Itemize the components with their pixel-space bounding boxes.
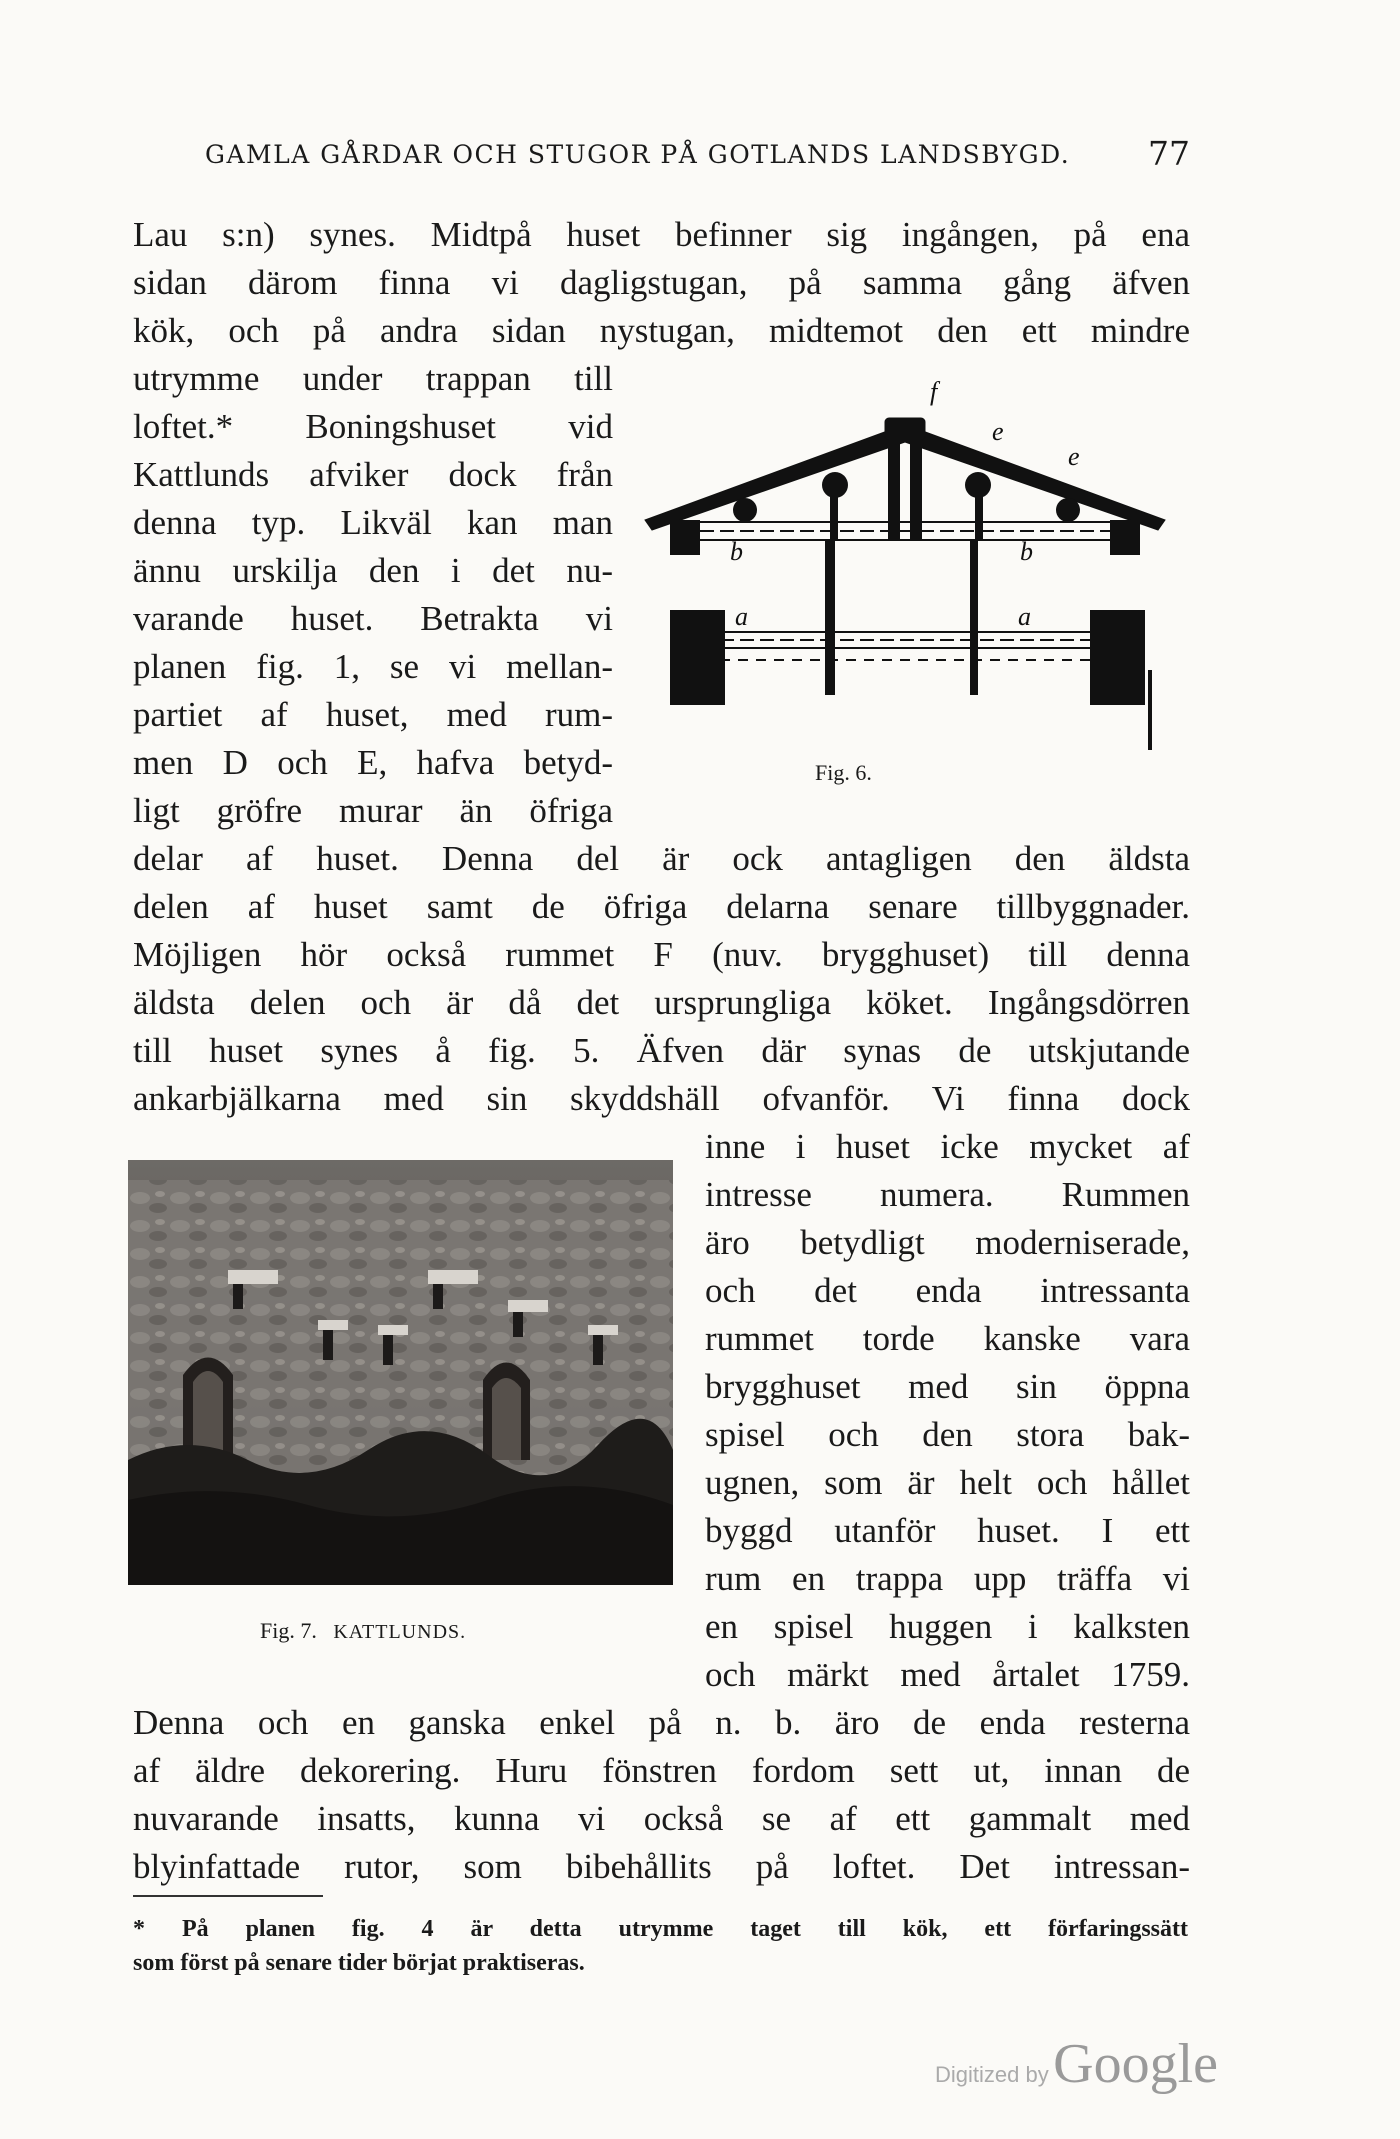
label-a: a <box>735 602 748 631</box>
text-line: delen af huset samt de öfriga delarna senare tillbyggnader. <box>133 887 1190 926</box>
text-line: intresse numera. Rummen <box>705 1175 1190 1214</box>
label-f: f <box>930 377 938 406</box>
footnote-divider <box>133 1895 323 1897</box>
text-line: sidan därom finna vi dagligstugan, på samma gång äfven <box>133 263 1190 302</box>
text-line: blyinfattade rutor, som bibehållits på loftet. Det intressan- <box>133 1847 1190 1886</box>
text-line: Denna och en ganska enkel på n. b. äro de enda resterna <box>133 1703 1190 1742</box>
text-line: rummet torde kanske vara <box>705 1319 1190 1358</box>
footnote-line: * På planen fig. 4 är detta utrymme taget till kök, ett förfaringssätt <box>133 1916 1188 1942</box>
text-line: delar af huset. Denna del är ock antagligen den äldsta <box>133 839 1190 878</box>
figure-6-drawing <box>640 370 1180 750</box>
text-line: och märkt med årtalet 1759. <box>705 1655 1190 1694</box>
text-line: partiet af huset, med rum- <box>133 695 613 734</box>
text-line: rum en trappa upp träffa vi <box>705 1559 1190 1598</box>
digitized-watermark <box>935 2032 1218 2096</box>
text-line: varande huset. Betrakta vi <box>133 599 613 638</box>
text-line: byggd utanför huset. I ett <box>705 1511 1190 1550</box>
text-line: till huset synes å fig. 5. Äfven där synas de utskjutande <box>133 1031 1190 1070</box>
text-line: ankarbjälkarna med sin skyddshäll ofvanför. Vi finna dock <box>133 1079 1190 1118</box>
text-line: ännu urskilja den i det nu- <box>133 551 613 590</box>
running-header <box>205 134 1190 173</box>
text-line: utrymme under trappan till <box>133 359 613 398</box>
watermark-prefix: Digitized by <box>935 2062 1049 2087</box>
text-line: Kattlunds afviker dock från <box>133 455 613 494</box>
text-line: loftet.* Boningshuset vid <box>133 407 613 446</box>
text-line: spisel och den stora bak- <box>705 1415 1190 1454</box>
text-line: äro betydligt moderniserade, <box>705 1223 1190 1262</box>
figure-7-caption <box>260 1618 466 1644</box>
text-line: äldsta delen och är då det ursprungliga köket. Ingångsdörren <box>133 983 1190 1022</box>
text-line: Lau s:n) synes. Midtpå huset befinner sig ingången, på ena <box>133 215 1190 254</box>
google-logo: Google <box>1053 2033 1219 2095</box>
page-number: 77 <box>1148 134 1190 173</box>
text-line: planen fig. 1, se vi mellan- <box>133 647 613 686</box>
text-line: af äldre dekorering. Huru fönstren fordom sett ut, innan de <box>133 1751 1190 1790</box>
text-line: ligt gröfre murar än öfriga <box>133 791 613 830</box>
text-line: en spisel huggen i kalksten <box>705 1607 1190 1646</box>
label-e: e <box>1068 442 1080 471</box>
figure-6-caption: Fig. 6. <box>815 760 872 785</box>
label-b: b <box>730 537 743 566</box>
text-line: kök, och på andra sidan nystugan, midtemot den ett mindre <box>133 311 1190 350</box>
text-line: Möjligen hör också rummet F (nuv. brygghuset) till denna <box>133 935 1190 974</box>
label-b: b <box>1020 537 1033 566</box>
text-line: och det enda intressanta <box>705 1271 1190 1310</box>
running-title: GAMLA GÅRDAR OCH STUGOR PÅ GOTLANDS LANDSBYGD. <box>205 140 1071 169</box>
text-line: inne i huset icke mycket af <box>705 1127 1190 1166</box>
footnote-line: som först på senare tider börjat praktiseras. <box>133 1950 585 1976</box>
text-line: nuvarande insatts, kunna vi också se af ett gammalt med <box>133 1799 1190 1838</box>
label-e: e <box>992 417 1004 446</box>
text-line: men D och E, hafva betyd- <box>133 743 613 782</box>
text-line: brygghuset med sin öppna <box>705 1367 1190 1406</box>
text-line: denna typ. Likväl kan man <box>133 503 613 542</box>
figure-7-caption-name: KATTLUNDS. <box>333 1621 467 1643</box>
text-line: ugnen, som är helt och hållet <box>705 1463 1190 1502</box>
figure-7-caption-number: Fig. 7. <box>260 1618 317 1643</box>
figure-7-photo <box>128 1160 673 1585</box>
label-a: a <box>1018 602 1031 631</box>
